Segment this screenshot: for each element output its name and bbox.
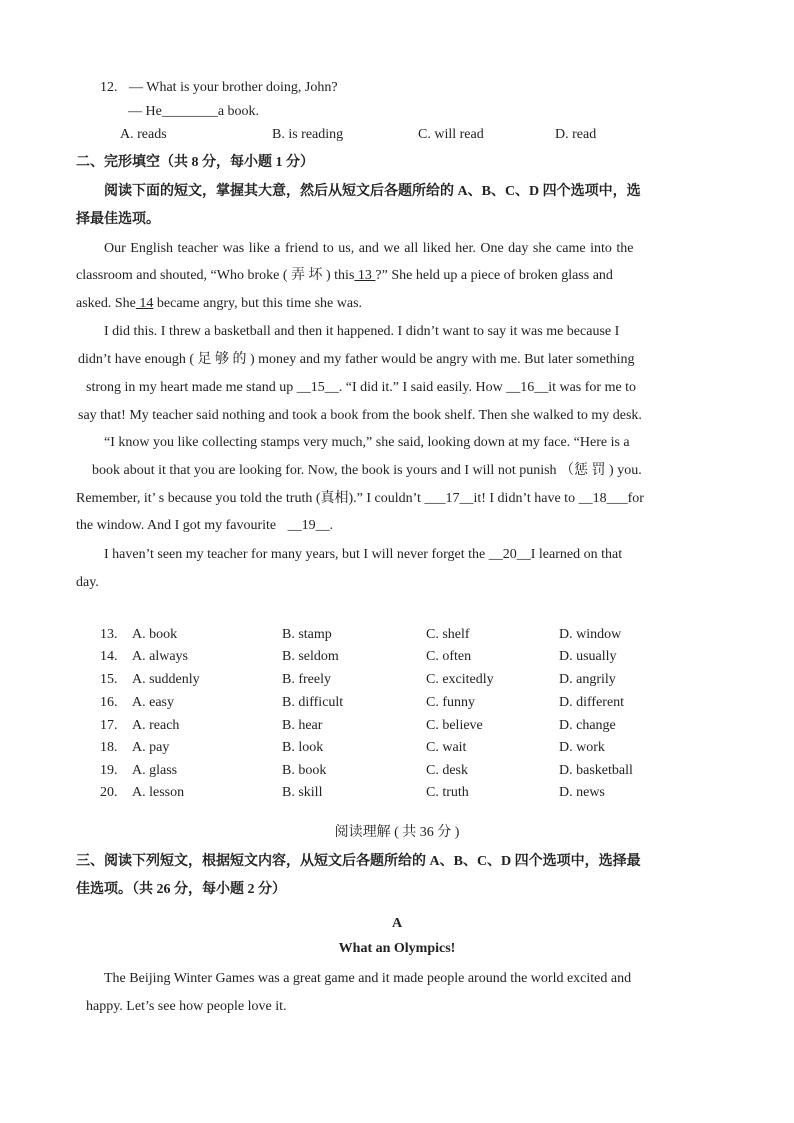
- passage-text: strong in my heart made me stand up: [86, 380, 294, 395]
- passage-line: [104, 545, 622, 565]
- q12-question: — What is your brother doing, John?: [129, 80, 338, 95]
- choice-b: B. skill: [282, 785, 323, 800]
- passage-line: [76, 294, 362, 314]
- blank-14: 14: [135, 296, 154, 311]
- passage-text: classroom and shouted, “Who broke ( 弄 坏 ) this: [76, 268, 355, 283]
- passage-text: for: [627, 491, 644, 506]
- article-title: What an Olympics!: [338, 941, 456, 956]
- choice-c: C. believe: [426, 718, 483, 733]
- choice-c: C. desk: [426, 763, 468, 778]
- blank-16: __16__: [506, 380, 549, 395]
- q12-answer-prefix: — He: [128, 104, 162, 119]
- blank-18: __18___: [578, 491, 628, 506]
- passage-line: book about it that you are looking for. Now, the book is yours and I will not punish （惩 罚 ) you.: [92, 463, 642, 478]
- passage-text: it was for me to: [548, 380, 637, 395]
- choice-b: B. freely: [282, 672, 331, 687]
- choice-number: 17.: [100, 718, 118, 733]
- passage-line: day.: [76, 575, 99, 590]
- passage-line: didn’t have enough ( 足 够 的 ) money and my father would be angry with me. But later something: [78, 352, 635, 367]
- blank-19: __19__: [287, 518, 330, 533]
- passage-line: [86, 378, 636, 398]
- choice-d: D. change: [559, 718, 616, 733]
- section2-heading: 二、完形填空（共 8 分，每小题 1 分）: [76, 155, 314, 170]
- choice-a: A. always: [132, 649, 188, 664]
- choice-d: D. window: [559, 627, 622, 642]
- article-line: The Beijing Winter Games was a great game and it made people around the world excited and: [104, 971, 632, 986]
- q12-answer-suffix: a book.: [217, 104, 260, 119]
- passage-line: “I know you like collecting stamps very much,” she said, looking down at my face. “Here is a: [104, 435, 630, 450]
- q12-option-c: C. will read: [418, 127, 484, 142]
- choice-b: B. book: [282, 763, 327, 778]
- section3-heading-1: 三、阅读下列短文，根据短文内容，从短文后各题所给的 A、B、C、D 四个选项中，选择最: [76, 854, 641, 869]
- passage-text: the window. And I got my favourite: [76, 518, 277, 533]
- choice-a: A. easy: [132, 695, 174, 710]
- q12-option-b: B. is reading: [272, 127, 344, 142]
- reading-title: 阅读理解 ( 共 36 分 ): [334, 825, 460, 840]
- choice-number: 15.: [100, 672, 118, 687]
- choice-a: A. book: [132, 627, 178, 642]
- choice-d: D. basketball: [559, 763, 633, 778]
- choice-b: B. seldom: [282, 649, 339, 664]
- choice-a: A. glass: [132, 763, 178, 778]
- passage-line: I did this. I threw a basketball and then it happened. I didn’t want to say it was me because I: [104, 324, 620, 339]
- section2-instruction-1: 阅读下面的短文，掌握其大意，然后从短文后各题所给的 A、B、C、D 四个选项中，选: [104, 184, 641, 199]
- choice-number: 16.: [100, 695, 118, 710]
- passage-text: asked. She: [76, 296, 136, 311]
- part-label: A: [391, 916, 403, 931]
- passage-text: ?” She held up a piece of broken glass and: [375, 268, 613, 283]
- section3-heading-2: 佳选项。（共 26 分，每小题 2 分）: [76, 882, 286, 897]
- blank-15: __15__: [296, 380, 339, 395]
- choice-a: A. lesson: [132, 785, 185, 800]
- q12-option-a: A. reads: [120, 127, 167, 142]
- choice-number: 20.: [100, 785, 118, 800]
- choice-number: 14.: [100, 649, 118, 664]
- q12-number: 12.: [100, 80, 118, 95]
- passage-line: say that! My teacher said nothing and took a book from the book shelf. Then she walked to my desk.: [78, 408, 642, 423]
- choice-a: A. reach: [132, 718, 180, 733]
- choice-c: C. shelf: [426, 627, 470, 642]
- blank-20: __20__: [488, 547, 531, 562]
- choice-b: B. stamp: [282, 627, 332, 642]
- choice-d: D. news: [559, 785, 605, 800]
- choice-d: D. work: [559, 740, 605, 755]
- passage-text: became angry, but this time she was.: [153, 296, 363, 311]
- choice-a: A. suddenly: [132, 672, 200, 687]
- q12-line2: [128, 102, 259, 122]
- choice-number: 13.: [100, 627, 118, 642]
- passage-text: Remember, it’ s because you told the truth (真相).” I couldn’t: [76, 491, 421, 506]
- passage-line: Our English teacher was like a friend to us, and we all liked her. One day she came into the: [104, 241, 634, 256]
- choice-a: A. pay: [132, 740, 170, 755]
- passage-text: it! I didn’t have to: [473, 491, 576, 506]
- choice-c: C. truth: [426, 785, 469, 800]
- passage-text: I learned on that: [530, 547, 623, 562]
- passage-text: . “I did it.” I said easily. How: [338, 380, 503, 395]
- choice-b: B. look: [282, 740, 324, 755]
- passage-line: [76, 489, 644, 509]
- blank-13: 13: [354, 268, 376, 283]
- choice-c: C. excitedly: [426, 672, 494, 687]
- passage-line: [76, 516, 333, 536]
- choice-b: B. hear: [282, 718, 323, 733]
- q12-option-d: D. read: [555, 127, 597, 142]
- choice-d: D. usually: [559, 649, 617, 664]
- choice-b: B. difficult: [282, 695, 344, 710]
- q12-blank: ________: [161, 104, 218, 119]
- passage-text: I haven’t seen my teacher for many years, but I will never forget the: [104, 547, 486, 562]
- choice-c: C. funny: [426, 695, 475, 710]
- choice-c: C. often: [426, 649, 472, 664]
- choice-c: C. wait: [426, 740, 467, 755]
- choice-d: D. angrily: [559, 672, 616, 687]
- passage-text: .: [329, 518, 334, 533]
- blank-17: ___17__: [424, 491, 474, 506]
- choice-number: 19.: [100, 763, 118, 778]
- passage-line: [76, 266, 613, 286]
- choice-d: D. different: [559, 695, 625, 710]
- q12-line1: [100, 78, 338, 98]
- article-line: happy. Let’s see how people love it.: [86, 999, 287, 1014]
- section2-instruction-2: 择最佳选项。: [76, 212, 160, 227]
- choice-number: 18.: [100, 740, 118, 755]
